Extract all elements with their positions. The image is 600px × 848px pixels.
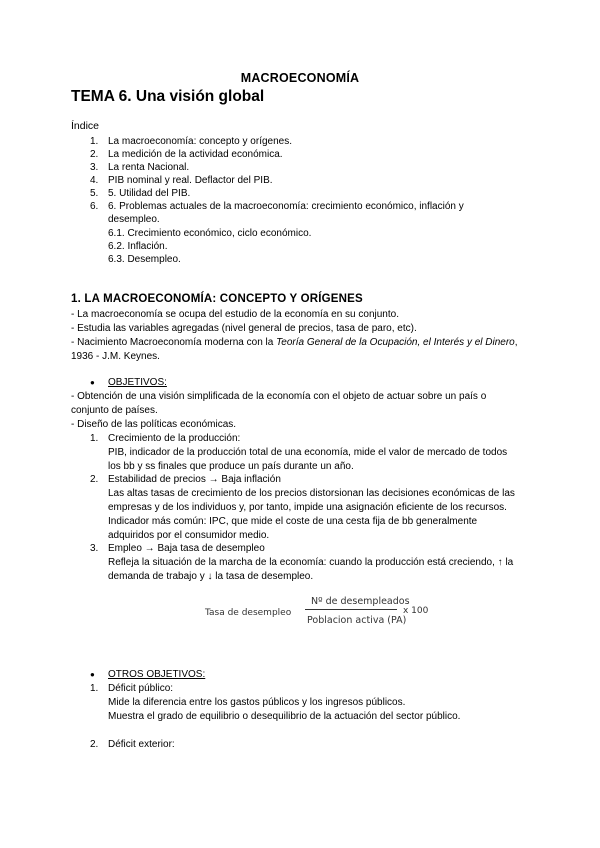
formula-denominator: Poblacion activa (PA): [307, 615, 407, 626]
formula-numerator: Nº de desempleados: [311, 596, 410, 607]
index-item-continued: desempleo.: [108, 214, 160, 225]
otros-body: Muestra el grado de equilibrio o desequilibrio de la actuación del sector público.: [108, 711, 461, 722]
otros-num: 1.: [90, 683, 99, 694]
index-num: 2.: [90, 149, 99, 160]
index-num: 4.: [90, 175, 99, 186]
bullet-icon: ●: [90, 670, 95, 679]
document-title: MACROECONOMÍA: [240, 71, 360, 85]
objective-body: demanda de trabajo y ↓ la tasa de desempleo.: [108, 571, 314, 582]
paragraph-line: 1936 - J.M. Keynes.: [71, 351, 160, 362]
book-title: Teoría General de la Ocupación, el Interés y el Dinero: [276, 337, 515, 348]
paragraph-line: [71, 336, 518, 349]
index-num: 6.: [90, 201, 99, 212]
index-subitem: 6.1. Crecimiento económico, ciclo económico.: [108, 228, 312, 239]
nacimiento-suffix: ,: [514, 337, 518, 348]
otros-heading: OTROS OBJETIVOS:: [108, 669, 206, 680]
fraction-bar: [305, 609, 397, 610]
index-item: La renta Nacional.: [108, 162, 190, 173]
objective-num: 2.: [90, 474, 99, 485]
objective-body: Las altas tasas de crecimiento de los precios distorsionan las decisiones económicas de las: [108, 488, 515, 499]
objective-body: PIB, indicador de la producción total de una economía, mide el valor de mercado de todos: [108, 447, 508, 458]
index-item: La medición de la actividad económica.: [108, 149, 283, 160]
index-label: Índice: [71, 120, 100, 132]
index-item: PIB nominal y real. Deflactor del PIB.: [108, 175, 273, 186]
otros-title: Déficit público:: [108, 683, 174, 694]
nacimiento-prefix: - Nacimiento Macroeconomía moderna con la: [71, 337, 277, 348]
objective-body: los bb y ss finales que produce un país durante un año.: [108, 461, 354, 472]
index-subitem: 6.2. Inflación.: [108, 241, 168, 252]
paragraph-line: - Obtención de una visión simplificada de la economía con el objeto de actuar sobre un país o: [71, 391, 487, 402]
otros-body: Mide la diferencia entre los gastos públicos y los ingresos públicos.: [108, 697, 406, 708]
paragraph-line: - Estudia las variables agregadas (nivel general de precios, tasa de paro, etc).: [71, 323, 417, 334]
objetivos-heading: OBJETIVOS:: [108, 377, 167, 388]
objective-body: empresas y de los individuos y, por tanto, impide una asignación eficiente de los recursos.: [108, 502, 507, 513]
index-item: 5. Utilidad del PIB.: [108, 188, 191, 199]
index-num: 1.: [90, 136, 99, 147]
document-subtitle: TEMA 6. Una visión global: [71, 88, 265, 105]
index-subitem: 6.3. Desempleo.: [108, 254, 181, 265]
paragraph-line: conjunto de países.: [71, 405, 158, 416]
formula-multiplier: x 100: [403, 606, 429, 616]
objective-title: Empleo → Baja tasa de desempleo: [108, 543, 265, 554]
otros-num: 2.: [90, 739, 99, 750]
objective-body: Indicador más común: IPC, que mide el coste de una cesta fija de bb generalmente: [108, 516, 478, 527]
objective-body: Refleja la situación de la marcha de la economía: cuando la producción está creciendo, ↑ la: [108, 557, 514, 568]
index-item: 6. Problemas actuales de la macroeconomía: crecimiento económico, inflación y: [108, 201, 464, 212]
section-heading: 1. LA MACROECONOMÍA: CONCEPTO Y ORÍGENES: [71, 293, 363, 305]
objective-num: 1.: [90, 433, 99, 444]
objective-body: adquiridos por el consumidor medio.: [108, 530, 270, 541]
unemployment-formula: [205, 593, 445, 633]
index-num: 3.: [90, 162, 99, 173]
objective-title: Estabilidad de precios → Baja inflación: [108, 474, 281, 485]
formula-lhs: Tasa de desempleo: [205, 608, 292, 618]
otros-title: Déficit exterior:: [108, 739, 175, 750]
paragraph-line: - Diseño de las políticas económicas.: [71, 419, 237, 430]
index-item: La macroeconomía: concepto y orígenes.: [108, 136, 292, 147]
bullet-icon: ●: [90, 378, 95, 387]
paragraph-line: - La macroeconomía se ocupa del estudio de la economía en su conjunto.: [71, 309, 399, 320]
objective-title: Crecimiento de la producción:: [108, 433, 241, 444]
index-num: 5.: [90, 188, 99, 199]
objective-num: 3.: [90, 543, 99, 554]
